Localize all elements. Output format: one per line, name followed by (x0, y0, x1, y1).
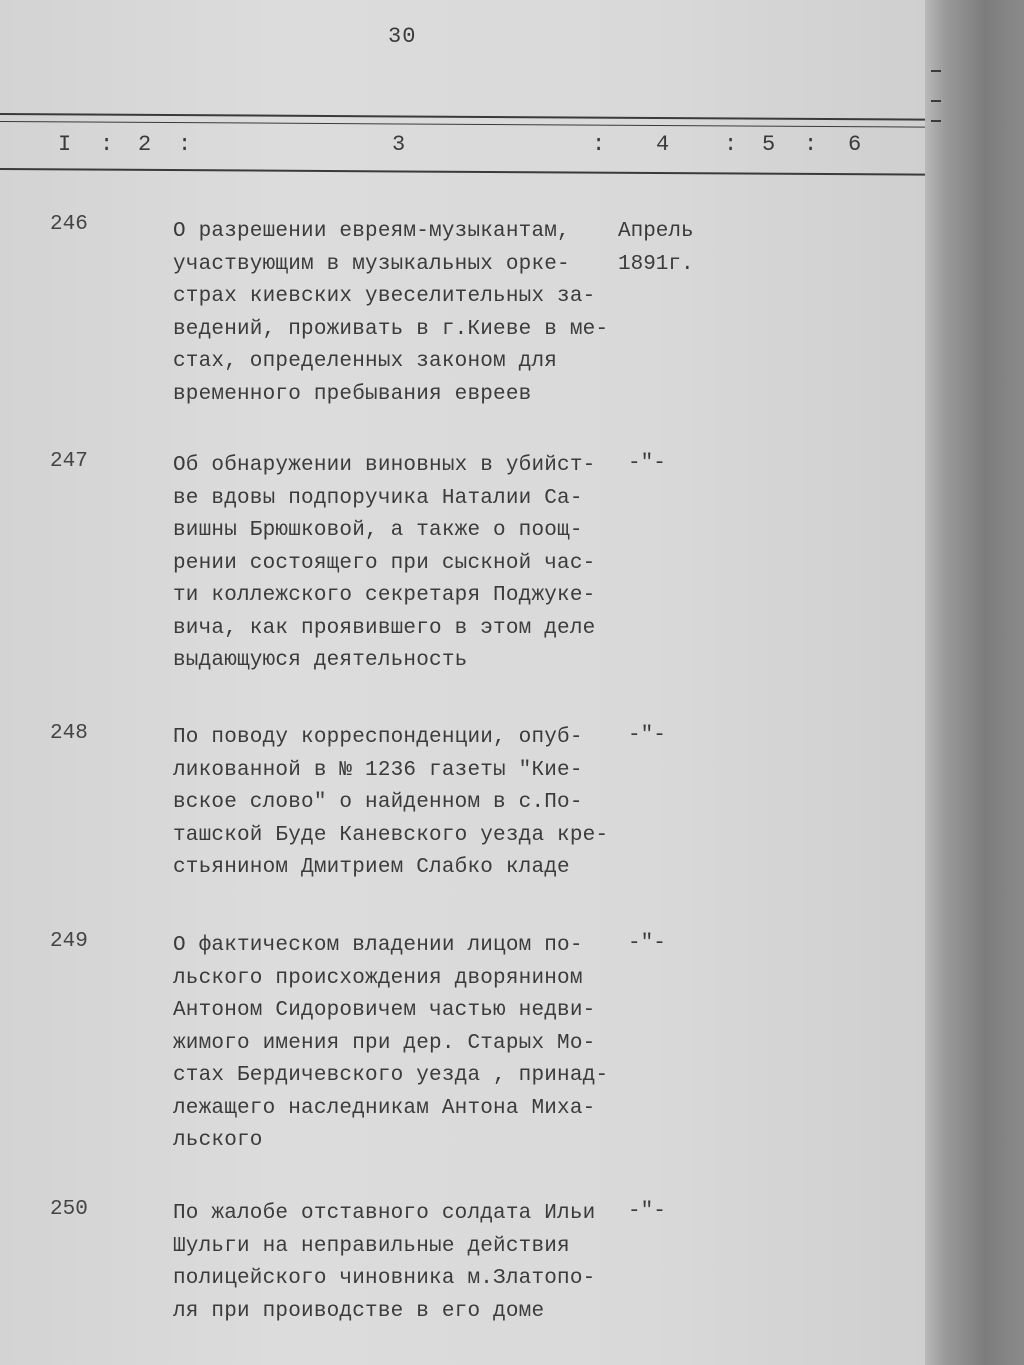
margin-tick (931, 100, 941, 102)
column-separator: : (592, 132, 606, 157)
entry-title: По поводу корреспонденции, опуб- ликованной в № 1236 газеты "Кие- вское слово" о найденном в с.По- ташской Буде Каневского уезда кре- стьянином Дмитрием Слабко кладе (173, 726, 609, 879)
margin-tick (931, 70, 941, 72)
column-header-2: 2 (138, 132, 152, 157)
column-header-6: 6 (848, 132, 862, 157)
top-rule (0, 113, 925, 121)
entry-date: -"- (628, 1200, 666, 1223)
entry-number: 246 (50, 213, 88, 236)
column-separator: : (804, 132, 818, 157)
entry-number: 249 (50, 930, 88, 953)
entry-number: 250 (50, 1198, 88, 1221)
entry-title: Об обнаружении виновных в убийст- ве вдовы подпоручика Наталии Са- вишны Брюшковой, а также о поощ- рении состоящего при сыскной час- ти коллежского секретаря Поджуке- вича, как проявившего в этом деле выдающуюся деятельность (173, 454, 596, 672)
top-rule-secondary (0, 121, 925, 128)
entry-number: 248 (50, 722, 88, 745)
entry-date: -"- (628, 932, 666, 955)
column-header-4: 4 (656, 132, 670, 157)
column-header-1: I (58, 132, 72, 157)
adjacent-page-edge (925, 0, 1024, 1365)
page-number: 30 (388, 24, 417, 49)
margin-tick (931, 120, 941, 122)
column-header-3: 3 (392, 132, 406, 157)
entry-date: -"- (628, 452, 666, 475)
entry-title: По жалобе отставного солдата Ильи Шульги на неправильные действия полицейского чиновника м.Златопо- ля при проиводстве в его доме (173, 1202, 596, 1323)
entry-title: О фактическом владении лицом по- льского происхождения дворянином Антоном Сидоровичем частью недви- жимого имения при дер. Старых Мо- стах Бердичевского уезда , принад- лежащего наследникам Антона Миха- льского (173, 934, 609, 1152)
column-header-5: 5 (762, 132, 776, 157)
column-separator: : (178, 132, 192, 157)
header-rule (0, 168, 925, 176)
entry-number: 247 (50, 450, 88, 473)
entry-date: Апрель 1891г. (618, 220, 694, 276)
entry-title: О разрешении евреям-музыкантам, участвующим в музыкальных орке- страх киевских увеселительных за- ведений, проживать в г.Киеве в ме- стах, определенных законом для временного пребывания евреев (173, 220, 609, 406)
column-separator: : (724, 132, 738, 157)
entry-date: -"- (628, 724, 666, 747)
column-separator: : (100, 132, 114, 157)
